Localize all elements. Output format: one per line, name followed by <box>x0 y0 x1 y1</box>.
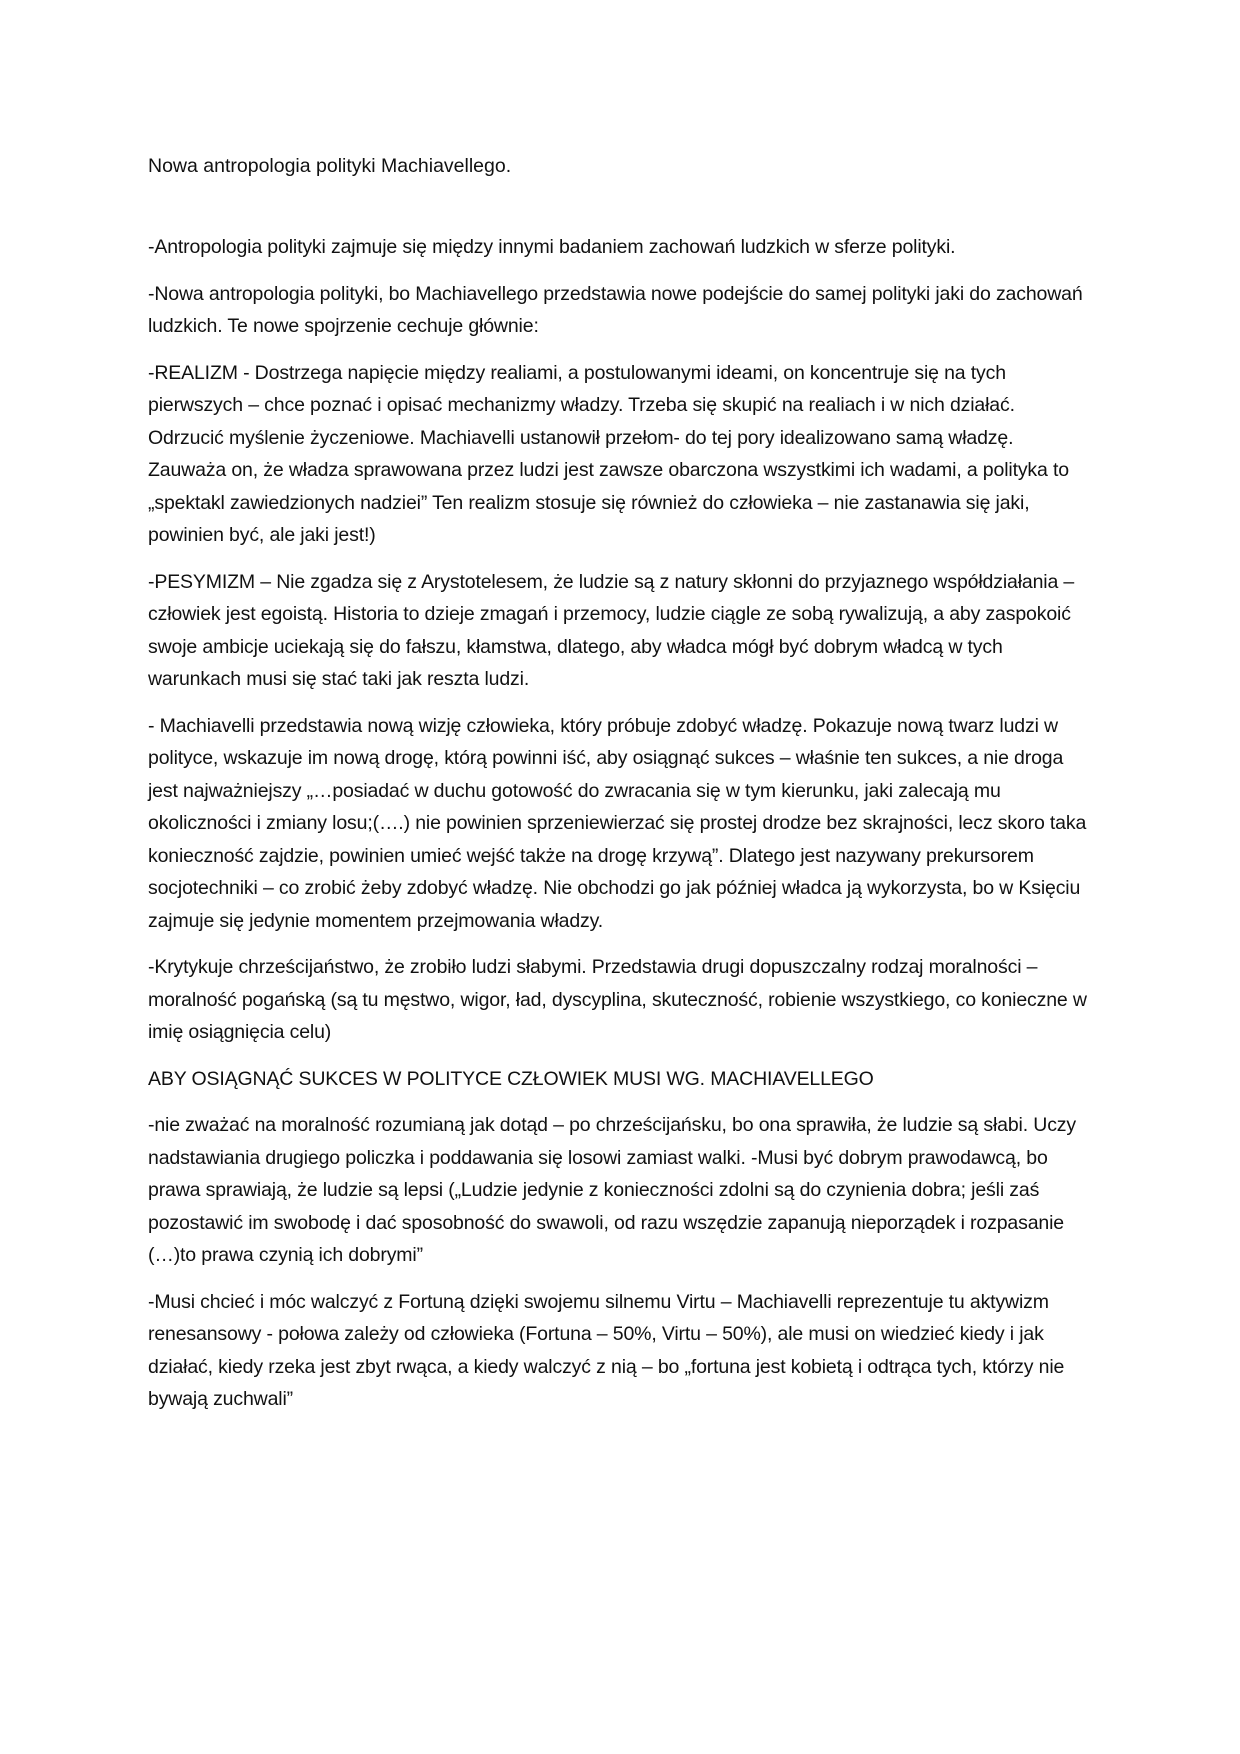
paragraph-christianity-critique: -Krytykuje chrześcijaństwo, że zrobiło ludzi słabymi. Przedstawia drugi dopuszczalny rodzaj moralności – moralność pogańską (są tu męstwo, wigor, ład, dyscyplina, skuteczność, robienie wszystkiego, co konieczne w imię osiągnięcia celu) <box>148 956 1087 1043</box>
paragraph-morality-lawmaker: -nie zważać na moralność rozumianą jak dotąd – po chrześcijańsku, bo ona sprawiła, że ludzie są słabi. Uczy nadstawiania drugiego policzka i poddawania się losowi zamiast walki. -Musi być dobrym prawodawcą, bo prawa sprawiają, że ludzie są lepsi („Ludzie jedynie z konieczności zdolni są do czynienia dobra; jeśli zaś pozostawić im swobodę i dać sposobność do swawoli, od razu wszędzie zapanują nieporządek i rozpasanie (…)to prawa czynią ich dobrymi” <box>148 1114 1076 1266</box>
section-heading: ABY OSIĄGNĄĆ SUKCES W POLITYCE CZŁOWIEK MUSI WG. MACHIAVELLEGO <box>148 1067 874 1090</box>
paragraph-new-vision: - Machiavelli przedstawia nową wizję człowieka, który próbuje zdobyć władzę. Pokazuje nową twarz ludzi w polityce, wskazuje im nową drogę, którą powinni iść, aby osiągnąć sukces – właśnie ten sukces, a nie droga jest najważniejszy „…posiadać w duchu gotowość do zwracania się w tym kierunku, jaki zalecają mu okoliczności i zmiany losu;(….) nie powinien sprzeniewierzać się prostej drodze bez skrajności, lecz skoro taka konieczność zajdzie, powinien umieć wejść także na drogę krzywą”. Dlatego jest nazywany prekursorem socjotechniki – co zrobić żeby zdobyć władzę. Nie obchodzi go jak później władca ją wykorzysta, bo w Księciu zajmuje się jedynie momentem przejmowania władzy. <box>148 714 1087 932</box>
paragraph-anthropology-definition: -Antropologia polityki zajmuje się między innymi badaniem zachowań ludzkich w sferze polityki. <box>148 236 956 258</box>
paragraph-new-anthropology: -Nowa antropologia polityki, bo Machiavellego przedstawia nowe podejście do samej polityki jaki do zachowań ludzkich. Te nowe spojrzenie cechuje głównie: <box>148 282 1083 337</box>
document-title: Nowa antropologia polityki Machiavellego. <box>148 155 512 177</box>
paragraph-realism: -REALIZM - Dostrzega napięcie między realiami, a postulowanymi ideami, on koncentruje się na tych pierwszych – chce poznać i opisać mechanizmy władzy. Trzeba się skupić na realiach i w nich działać. Odrzucić myślenie życzeniowe. Machiavelli ustanowił przełom- do tej pory idealizowano samą władzę. Zauważa on, że władza sprawowana przez ludzi jest zawsze obarczona wszystkimi ich wadami, a polityka to „spektakl zawiedzionych nadziei” Ten realizm stosuje się również do człowieka – nie zastanawia się jaki, powinien być, ale jaki jest!) <box>148 361 1069 546</box>
paragraph-fortuna-virtu: -Musi chcieć i móc walczyć z Fortuną dzięki swojemu silnemu Virtu – Machiavelli reprezentuje tu aktywizm renesansowy - połowa zależy od człowieka (Fortuna – 50%, Virtu – 50%), ale musi on wiedzieć kiedy i jak działać, kiedy rzeka jest zbyt rwąca, a kiedy walczyć z nią – bo „fortuna jest kobietą i odtrąca tych, którzy nie bywają zuchwali” <box>148 1290 1065 1410</box>
paragraph-pessimism: -PESYMIZM – Nie zgadza się z Arystotelesem, że ludzie są z natury skłonni do przyjaznego współdziałania – człowiek jest egoistą. Historia to dzieje zmagań i przemocy, ludzie ciągle ze sobą rywalizują, a aby zaspokoić swoje ambicje uciekają się do fałszu, kłamstwa, dlatego, aby władca mógł być dobrym władcą w tych warunkach musi się stać taki jak reszta ludzi. <box>148 570 1075 690</box>
document-body <box>148 150 1092 1430</box>
